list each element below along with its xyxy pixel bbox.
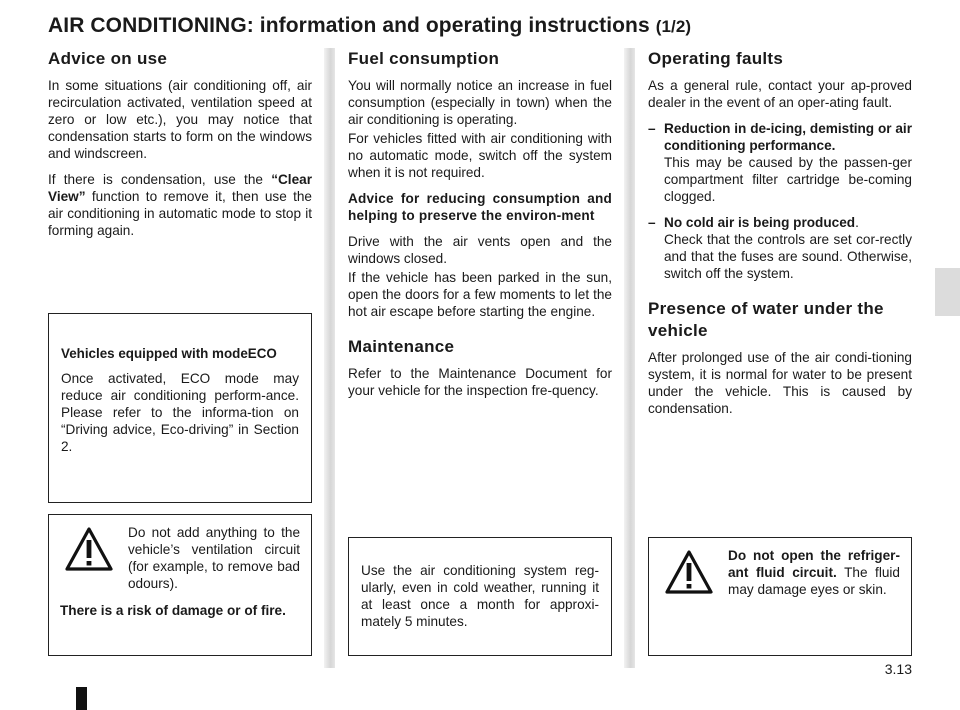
refrigerant-warning-bold: Do not open the refriger-ant fluid circuit. xyxy=(728,548,900,580)
fuel-consumption-heading: Fuel consumption xyxy=(348,49,500,68)
fault-text: Check that the controls are set cor-rectly and that the fuses are sound. Otherwise, switch off the system. xyxy=(664,232,912,281)
operating-faults-heading: Operating faults xyxy=(648,49,784,68)
list-item xyxy=(648,120,912,205)
clear-view-paragraph xyxy=(48,171,312,239)
ventilation-warning-text: Do not add anything to the vehicle’s ventilation circuit (for example, to remove bad odours). xyxy=(128,525,300,591)
clear-view-text-before: If there is condensation, use the xyxy=(48,172,272,187)
page-title xyxy=(48,14,691,38)
advice-paragraph: In some situations (air conditioning off, air recirculation activated, ventilation speed at zero or low etc.), you may notice that condensation starts to form on the windows and windscreen. xyxy=(48,78,312,161)
fire-risk-warning: There is a risk of damage or of fire. xyxy=(60,603,286,618)
ventilation-warning-box xyxy=(48,514,312,656)
fault-text: This may be caused by the passen-ger compartment filter cartridge be-coming clogged. xyxy=(664,155,912,204)
eco-note-text: Once activated, ECO mode may reduce air conditioning perform-ance. Please refer to the informa-tion on “Driving advice, Eco-driving” in Section 2. xyxy=(61,371,299,454)
fuel-consumption-column xyxy=(348,48,612,408)
fuel-paragraph-4: If the vehicle has been parked in the sun, open the doors for a few moments to let the hot air escape before starting the engine. xyxy=(348,270,612,319)
regular-use-text: Use the air conditioning system reg-ularly, even in cold weather, running it at least once a month for approxi-mately 5 minutes. xyxy=(361,563,599,629)
maintenance-heading: Maintenance xyxy=(348,337,455,356)
list-dash: – xyxy=(648,215,656,230)
section-tab-marker xyxy=(935,268,960,316)
advice-on-use-column xyxy=(48,48,312,248)
eco-mode-note-box xyxy=(48,313,312,503)
refrigerant-warning-rest: The fluid may damage eyes or skin. xyxy=(728,565,900,597)
faults-paragraph: As a general rule, contact your ap-proved dealer in the event of an oper-ating fault. xyxy=(648,78,912,110)
warning-triangle-icon xyxy=(664,549,714,595)
page-title-main: AIR CONDITIONING: information and operating instructions xyxy=(48,14,650,37)
page-title-part: (1/2) xyxy=(655,17,692,36)
page-number: 3.13 xyxy=(884,661,912,677)
clear-view-text-after: function to remove it, then use the air conditioning in automatic mode to stop it forming again. xyxy=(48,189,312,238)
column-divider xyxy=(624,48,635,668)
refrigerant-warning-text xyxy=(728,547,900,598)
water-paragraph: After prolonged use of the air condi-tioning system, it is normal for water to be present under the vehicle. This is caused by condensation. xyxy=(648,350,912,416)
fuel-paragraph-3: Drive with the air vents open and the windows closed. xyxy=(348,234,612,266)
warning-triangle-icon xyxy=(64,526,114,572)
fault-title: No cold air is being produced xyxy=(664,215,856,230)
advice-heading: Advice on use xyxy=(48,49,168,68)
operating-faults-column xyxy=(648,48,912,426)
list-dash: – xyxy=(648,121,656,136)
water-under-vehicle-heading: Presence of water under the vehicle xyxy=(648,299,884,340)
fault-title: Reduction in de-icing, demisting or air conditioning performance. xyxy=(664,121,912,153)
regular-use-note-box xyxy=(348,537,612,656)
print-corner-mark xyxy=(76,687,87,710)
column-divider xyxy=(324,48,335,668)
maintenance-paragraph: Refer to the Maintenance Document for your vehicle for the inspection fre-quency. xyxy=(348,366,612,398)
fuel-paragraph-2: For vehicles fitted with air conditioning with no automatic mode, switch off the system when it is not required. xyxy=(348,131,612,180)
list-item xyxy=(648,214,912,282)
refrigerant-warning-box xyxy=(648,537,912,656)
eco-note-title: Vehicles equipped with modeECO xyxy=(61,346,277,361)
fault-title-suffix: . xyxy=(855,215,859,230)
clear-view-label: “Clear View” xyxy=(48,172,312,204)
fuel-paragraph-1: You will normally notice an increase in fuel consumption (especially in town) when the air conditioning is operating. xyxy=(348,78,612,127)
consumption-advice-heading: Advice for reducing consumption and helping to preserve the environ-ment xyxy=(348,191,612,223)
